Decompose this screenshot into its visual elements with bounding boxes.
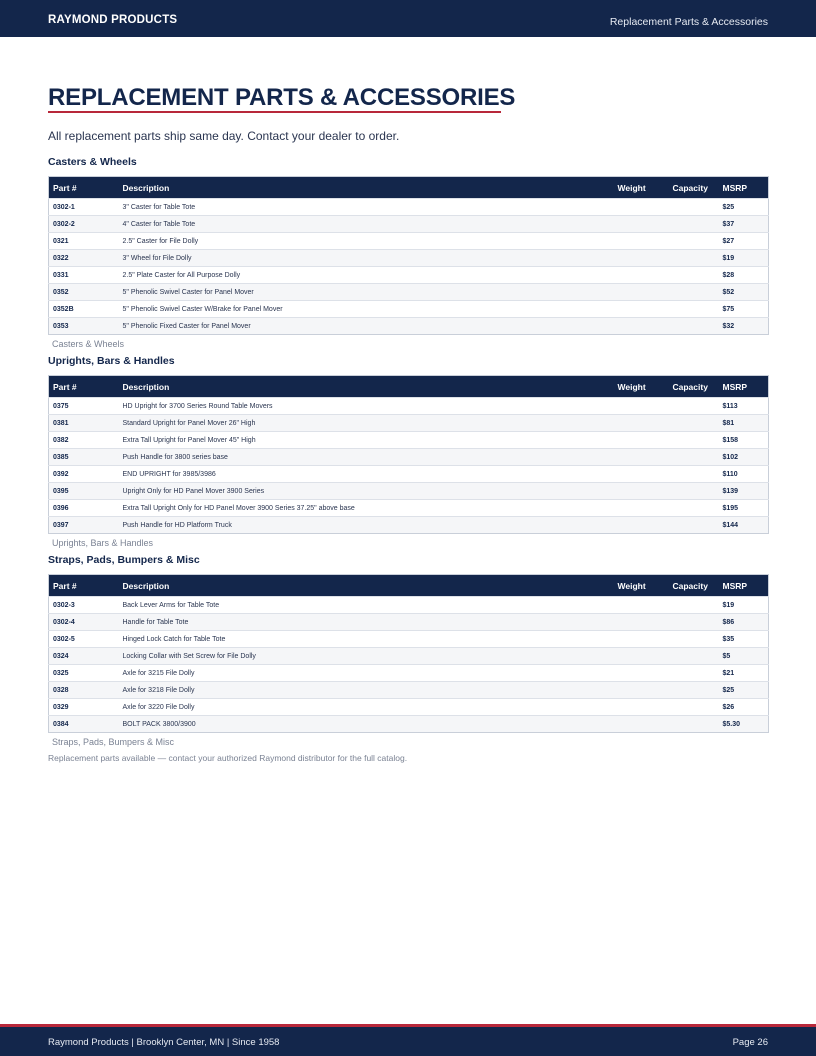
cell-msrp: $158 <box>719 432 769 449</box>
cell-weight <box>614 318 669 335</box>
table-row <box>49 250 769 267</box>
table-row <box>49 500 769 517</box>
column-header-msrp: MSRP <box>722 182 748 193</box>
cell-part-number: 0331 <box>49 267 119 284</box>
table-caption: Casters & Wheels <box>52 339 125 349</box>
cell-part-number: 0302-5 <box>49 631 119 648</box>
header-section-title: Replacement Parts & Accessories <box>609 16 768 28</box>
column-header-description: Description <box>122 381 170 392</box>
cell-capacity <box>669 318 719 335</box>
table-row <box>49 631 769 648</box>
cell-capacity <box>669 233 719 250</box>
parts-table <box>48 375 769 534</box>
cell-weight <box>614 483 669 500</box>
cell-description: Handle for Table Tote <box>119 614 614 631</box>
parts-table <box>48 574 769 733</box>
cell-msrp: $37 <box>719 216 769 233</box>
table-caption: Uprights, Bars & Handles <box>52 538 154 548</box>
cell-weight <box>614 216 669 233</box>
cell-weight <box>614 614 669 631</box>
cell-weight <box>614 415 669 432</box>
column-header-msrp: MSRP <box>722 381 748 392</box>
cell-part-number: 0302-2 <box>49 216 119 233</box>
column-header-weight: Weight <box>617 182 646 193</box>
cell-description: Upright Only for HD Panel Mover 3900 Series <box>119 483 614 500</box>
cell-msrp: $139 <box>719 483 769 500</box>
cell-capacity <box>669 517 719 534</box>
cell-part-number: 0352 <box>49 284 119 301</box>
cell-part-number: 0381 <box>49 415 119 432</box>
cell-weight <box>614 466 669 483</box>
cell-capacity <box>669 250 719 267</box>
cell-msrp: $25 <box>719 199 769 216</box>
table-row <box>49 483 769 500</box>
table-row <box>49 216 769 233</box>
column-header-part-number: Part # <box>53 182 77 193</box>
column-header-capacity: Capacity <box>672 381 708 392</box>
cell-description: Push Handle for HD Platform Truck <box>119 517 614 534</box>
cell-capacity <box>669 631 719 648</box>
cell-description: 3" Wheel for File Dolly <box>119 250 614 267</box>
cell-part-number: 0322 <box>49 250 119 267</box>
table-row <box>49 284 769 301</box>
cell-weight <box>614 665 669 682</box>
cell-description: END UPRIGHT for 3985/3986 <box>119 466 614 483</box>
cell-msrp: $75 <box>719 301 769 318</box>
cell-description: Push Handle for 3800 series base <box>119 449 614 466</box>
cell-part-number: 0384 <box>49 716 119 733</box>
table-row <box>49 517 769 534</box>
table-row <box>49 665 769 682</box>
table-row <box>49 318 769 335</box>
table-row <box>49 432 769 449</box>
footnote: Replacement parts available — contact your authorized Raymond distributor for the full catalog. <box>48 753 408 763</box>
cell-msrp: $19 <box>719 250 769 267</box>
cell-capacity <box>669 716 719 733</box>
table-row <box>49 233 769 250</box>
cell-part-number: 0328 <box>49 682 119 699</box>
cell-msrp: $25 <box>719 682 769 699</box>
cell-description: 5" Phenolic Swivel Caster for Panel Mover <box>119 284 614 301</box>
cell-msrp: $26 <box>719 699 769 716</box>
table-row <box>49 301 769 318</box>
table-header-row <box>49 376 769 398</box>
cell-part-number: 0329 <box>49 699 119 716</box>
cell-part-number: 0382 <box>49 432 119 449</box>
cell-part-number: 0353 <box>49 318 119 335</box>
brand-name: RAYMOND PRODUCTS <box>48 14 178 26</box>
column-header-description: Description <box>122 182 170 193</box>
cell-weight <box>614 301 669 318</box>
cell-part-number: 0302-4 <box>49 614 119 631</box>
cell-description: Back Lever Arms for Table Tote <box>119 597 614 614</box>
table-row <box>49 199 769 216</box>
column-header-part-number: Part # <box>53 580 77 591</box>
cell-weight <box>614 648 669 665</box>
cell-part-number: 0321 <box>49 233 119 250</box>
cell-part-number: 0375 <box>49 398 119 415</box>
cell-weight <box>614 284 669 301</box>
column-header-weight: Weight <box>617 580 646 591</box>
cell-weight <box>614 250 669 267</box>
cell-capacity <box>669 415 719 432</box>
cell-msrp: $113 <box>719 398 769 415</box>
section-uprights-bars-handles <box>48 355 769 548</box>
cell-capacity <box>669 665 719 682</box>
cell-capacity <box>669 301 719 318</box>
cell-capacity <box>669 597 719 614</box>
table-row <box>49 614 769 631</box>
cell-capacity <box>669 466 719 483</box>
column-header-msrp: MSRP <box>722 580 748 591</box>
table-row <box>49 716 769 733</box>
cell-weight <box>614 432 669 449</box>
table-row <box>49 648 769 665</box>
page-subtitle: All replacement parts ship same day. Contact your dealer to order. <box>48 129 400 143</box>
cell-part-number: 0324 <box>49 648 119 665</box>
cell-msrp: $81 <box>719 415 769 432</box>
cell-msrp: $32 <box>719 318 769 335</box>
section-heading: Casters & Wheels <box>48 156 137 168</box>
cell-capacity <box>669 449 719 466</box>
cell-msrp: $110 <box>719 466 769 483</box>
table-row <box>49 415 769 432</box>
cell-weight <box>614 267 669 284</box>
cell-description: 3" Caster for Table Tote <box>119 199 614 216</box>
cell-part-number: 0397 <box>49 517 119 534</box>
cell-msrp: $5 <box>719 648 769 665</box>
header-bar <box>0 0 816 37</box>
column-header-part-number: Part # <box>53 381 77 392</box>
cell-description: Extra Tall Upright for Panel Mover 45" High <box>119 432 614 449</box>
cell-capacity <box>669 267 719 284</box>
cell-part-number: 0385 <box>49 449 119 466</box>
section-heading: Straps, Pads, Bumpers & Misc <box>48 554 200 566</box>
cell-description: Standard Upright for Panel Mover 26" High <box>119 415 614 432</box>
cell-description: Extra Tall Upright Only for HD Panel Mover 3900 Series 37.25" above base <box>119 500 614 517</box>
cell-description: 5" Phenolic Fixed Caster for Panel Mover <box>119 318 614 335</box>
column-header-description: Description <box>122 580 170 591</box>
cell-weight <box>614 398 669 415</box>
cell-weight <box>614 449 669 466</box>
page-number: Page 26 <box>732 1037 768 1048</box>
cell-msrp: $19 <box>719 597 769 614</box>
footer-bar <box>0 1027 816 1056</box>
cell-weight <box>614 631 669 648</box>
cell-msrp: $102 <box>719 449 769 466</box>
cell-msrp: $5.30 <box>719 716 769 733</box>
cell-description: Hinged Lock Catch for Table Tote <box>119 631 614 648</box>
title-underline <box>48 111 501 113</box>
table-row <box>49 597 769 614</box>
table-row <box>49 398 769 415</box>
table-header-row <box>49 177 769 199</box>
cell-msrp: $21 <box>719 665 769 682</box>
cell-capacity <box>669 614 719 631</box>
cell-description: 2.5" Caster for File Dolly <box>119 233 614 250</box>
cell-capacity <box>669 216 719 233</box>
cell-capacity <box>669 500 719 517</box>
cell-description: 4" Caster for Table Tote <box>119 216 614 233</box>
column-header-capacity: Capacity <box>672 580 708 591</box>
cell-description: BOLT PACK 3800/3900 <box>119 716 614 733</box>
table-row <box>49 699 769 716</box>
cell-part-number: 0352B <box>49 301 119 318</box>
footer-info: Raymond Products | Brooklyn Center, MN | Since 1958 <box>48 1037 280 1048</box>
cell-weight <box>614 500 669 517</box>
cell-msrp: $27 <box>719 233 769 250</box>
cell-msrp: $144 <box>719 517 769 534</box>
cell-description: Locking Collar with Set Screw for File Dolly <box>119 648 614 665</box>
cell-capacity <box>669 432 719 449</box>
cell-description: HD Upright for 3700 Series Round Table Movers <box>119 398 614 415</box>
cell-capacity <box>669 699 719 716</box>
table-row <box>49 267 769 284</box>
table-caption: Straps, Pads, Bumpers & Misc <box>52 737 175 747</box>
cell-part-number: 0395 <box>49 483 119 500</box>
page-title: REPLACEMENT PARTS & ACCESSORIES <box>48 84 516 111</box>
table-row <box>49 466 769 483</box>
cell-description: 2.5" Plate Caster for All Purpose Dolly <box>119 267 614 284</box>
cell-description: Axle for 3215 File Dolly <box>119 665 614 682</box>
cell-capacity <box>669 398 719 415</box>
cell-capacity <box>669 682 719 699</box>
cell-msrp: $86 <box>719 614 769 631</box>
section-straps-pads-bumpers <box>48 554 769 747</box>
cell-weight <box>614 199 669 216</box>
cell-capacity <box>669 483 719 500</box>
cell-description: 5" Phenolic Swivel Caster W/Brake for Panel Mover <box>119 301 614 318</box>
cell-part-number: 0396 <box>49 500 119 517</box>
table-header-row <box>49 575 769 597</box>
table-row <box>49 449 769 466</box>
cell-part-number: 0302-3 <box>49 597 119 614</box>
table-row <box>49 682 769 699</box>
cell-description: Axle for 3218 File Dolly <box>119 682 614 699</box>
section-heading: Uprights, Bars & Handles <box>48 355 175 367</box>
cell-part-number: 0392 <box>49 466 119 483</box>
cell-capacity <box>669 648 719 665</box>
cell-msrp: $28 <box>719 267 769 284</box>
cell-part-number: 0302-1 <box>49 199 119 216</box>
cell-description: Axle for 3220 File Dolly <box>119 699 614 716</box>
cell-weight <box>614 597 669 614</box>
cell-weight <box>614 699 669 716</box>
cell-capacity <box>669 284 719 301</box>
cell-weight <box>614 682 669 699</box>
parts-table <box>48 176 769 335</box>
cell-msrp: $35 <box>719 631 769 648</box>
section-casters-wheels <box>48 156 769 349</box>
cell-weight <box>614 233 669 250</box>
cell-capacity <box>669 199 719 216</box>
cell-msrp: $195 <box>719 500 769 517</box>
column-header-weight: Weight <box>617 381 646 392</box>
cell-weight <box>614 517 669 534</box>
column-header-capacity: Capacity <box>672 182 708 193</box>
cell-part-number: 0325 <box>49 665 119 682</box>
cell-msrp: $52 <box>719 284 769 301</box>
cell-weight <box>614 716 669 733</box>
